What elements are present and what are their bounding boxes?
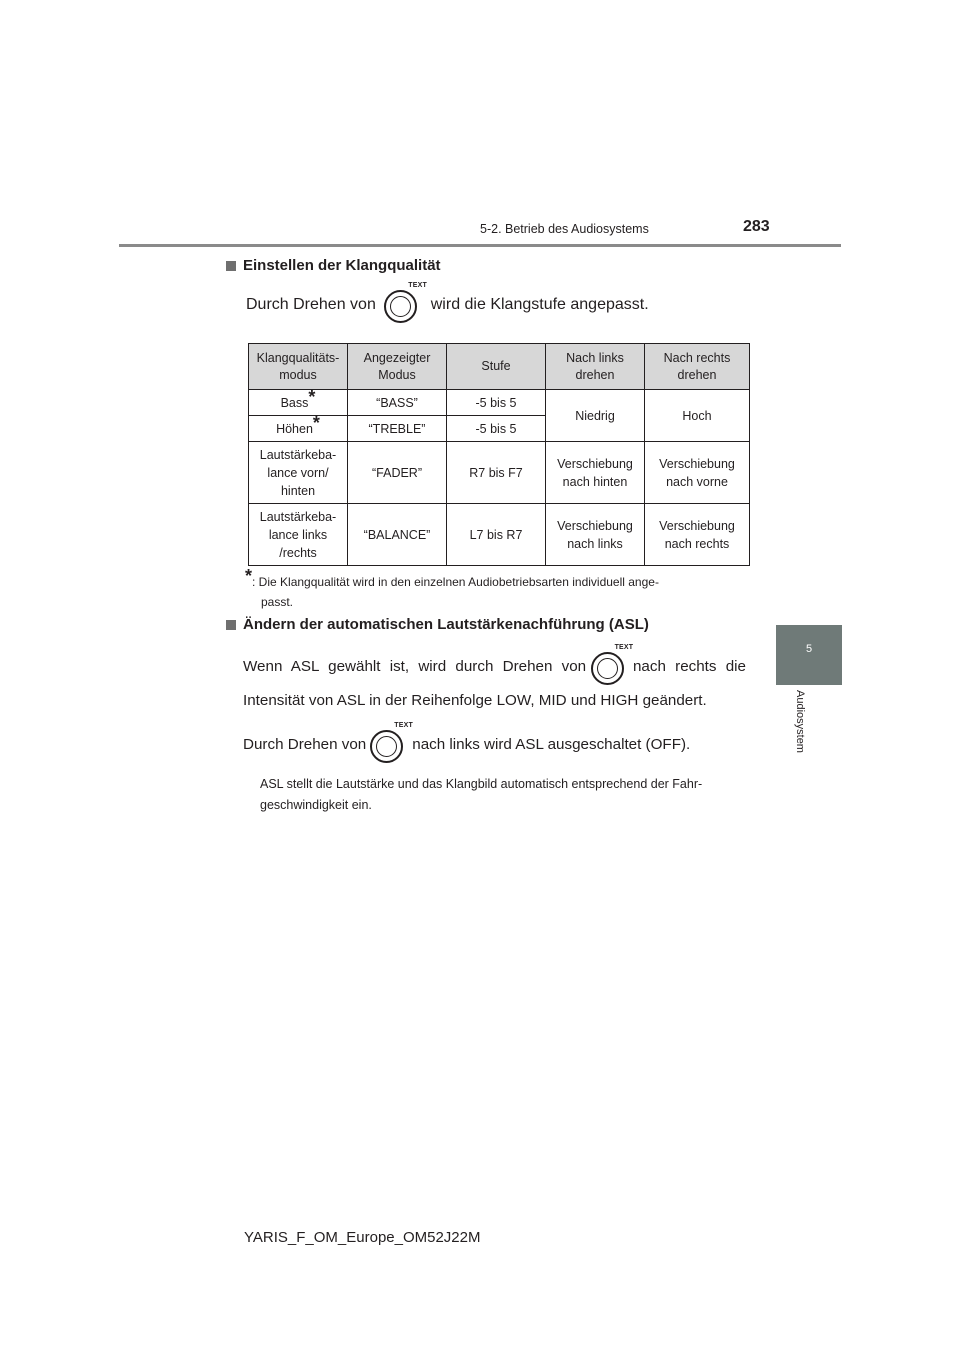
- intro-text-after: wird die Klangstufe angepasst.: [430, 296, 649, 314]
- table-cell: L7 bis R7: [447, 504, 546, 566]
- chapter-label: Audiosystem: [794, 690, 806, 753]
- section-heading-asl: [226, 616, 649, 633]
- footnote-text: : Die Klangqualität wird in den einzelnen Audiobetriebsarten individuell ange-: [252, 575, 659, 589]
- section-heading-klang: [226, 257, 441, 274]
- intro-text-before: Durch Drehen von: [246, 296, 376, 314]
- knob-text-label: TEXT: [614, 644, 634, 651]
- table-cell: “BASS”: [348, 390, 447, 416]
- section-title: 5-2. Betrieb des Audiosystems: [480, 222, 649, 236]
- chapter-number: 5: [805, 643, 813, 655]
- heading-square-icon: [226, 261, 236, 271]
- table-cell: “FADER”: [348, 442, 447, 504]
- table-cell: Niedrig: [546, 390, 645, 442]
- asl-note-line: ASL stellt die Lautstärke und das Klangbild automatisch entsprechend der Fahr-: [260, 777, 703, 791]
- heading-square-icon: [226, 620, 236, 630]
- asl-off-text-before: Durch Drehen von: [243, 736, 367, 754]
- table-cell: -5 bis 5: [447, 390, 546, 416]
- table-cell: “BALANCE”: [348, 504, 447, 566]
- column-header: Stufe: [447, 344, 546, 390]
- table-cell: Verschiebung nach links: [546, 504, 645, 566]
- column-header: Klangqualitäts- modus: [249, 344, 348, 390]
- table-header-row: [249, 344, 750, 390]
- rotary-knob-icon: [384, 282, 427, 324]
- table-row: [249, 390, 750, 416]
- column-header: Nach links drehen: [546, 344, 645, 390]
- asl-paragraph-line2: Intensität von ASL in der Reihenfolge LOW, MID und HIGH geändert.: [243, 692, 707, 709]
- sound-quality-table: [248, 343, 750, 566]
- section-heading-text: Ändern der automatischen Lautstärkenachführung (ASL): [243, 616, 649, 633]
- table-footnote: [245, 566, 745, 612]
- footnote-text-cont: passt.: [261, 595, 294, 609]
- table-cell: Verschiebung nach rechts: [645, 504, 750, 566]
- page-number: 283: [743, 218, 770, 235]
- table-cell: Lautstärkeba- lance links /rechts: [249, 504, 348, 566]
- column-header: Nach rechts drehen: [645, 344, 750, 390]
- table-cell: R7 bis F7: [447, 442, 546, 504]
- asl-text-after: nach rechts die: [632, 658, 746, 676]
- table-row: [249, 442, 750, 504]
- rotary-knob-icon: [591, 644, 634, 686]
- asl-off-text-after: nach links wird ASL ausgeschaltet (OFF).: [412, 736, 691, 754]
- section-heading-text: Einstellen der Klangqualität: [243, 257, 441, 274]
- table-cell: Höhen*: [249, 416, 348, 442]
- knob-text-label: TEXT: [394, 722, 413, 729]
- document-id: YARIS_F_OM_Europe_OM52J22M: [244, 1229, 481, 1246]
- table-cell: Hoch: [645, 390, 750, 442]
- chapter-tab: [776, 625, 842, 685]
- header-divider: [119, 244, 841, 247]
- asl-text-before: Wenn ASL gewählt ist, wird durch Drehen von: [243, 658, 587, 676]
- knob-text-label: TEXT: [408, 282, 427, 289]
- intro-paragraph: [246, 282, 649, 324]
- asl-note: [260, 774, 746, 816]
- asl-paragraph-line1: [243, 644, 746, 686]
- table-cell: -5 bis 5: [447, 416, 546, 442]
- column-header: Angezeigter Modus: [348, 344, 447, 390]
- rotary-knob-icon: [370, 722, 413, 764]
- table-cell: Lautstärkeba- lance vorn/ hinten: [249, 442, 348, 504]
- table-cell: Bass*: [249, 390, 348, 416]
- asl-note-line: geschwindigkeit ein.: [260, 798, 372, 812]
- table-cell: “TREBLE”: [348, 416, 447, 442]
- asl-off-paragraph: [243, 722, 691, 764]
- table-cell: Verschiebung nach hinten: [546, 442, 645, 504]
- footnote-marker: *: [245, 566, 253, 586]
- table-cell: Verschiebung nach vorne: [645, 442, 750, 504]
- table-row: [249, 504, 750, 566]
